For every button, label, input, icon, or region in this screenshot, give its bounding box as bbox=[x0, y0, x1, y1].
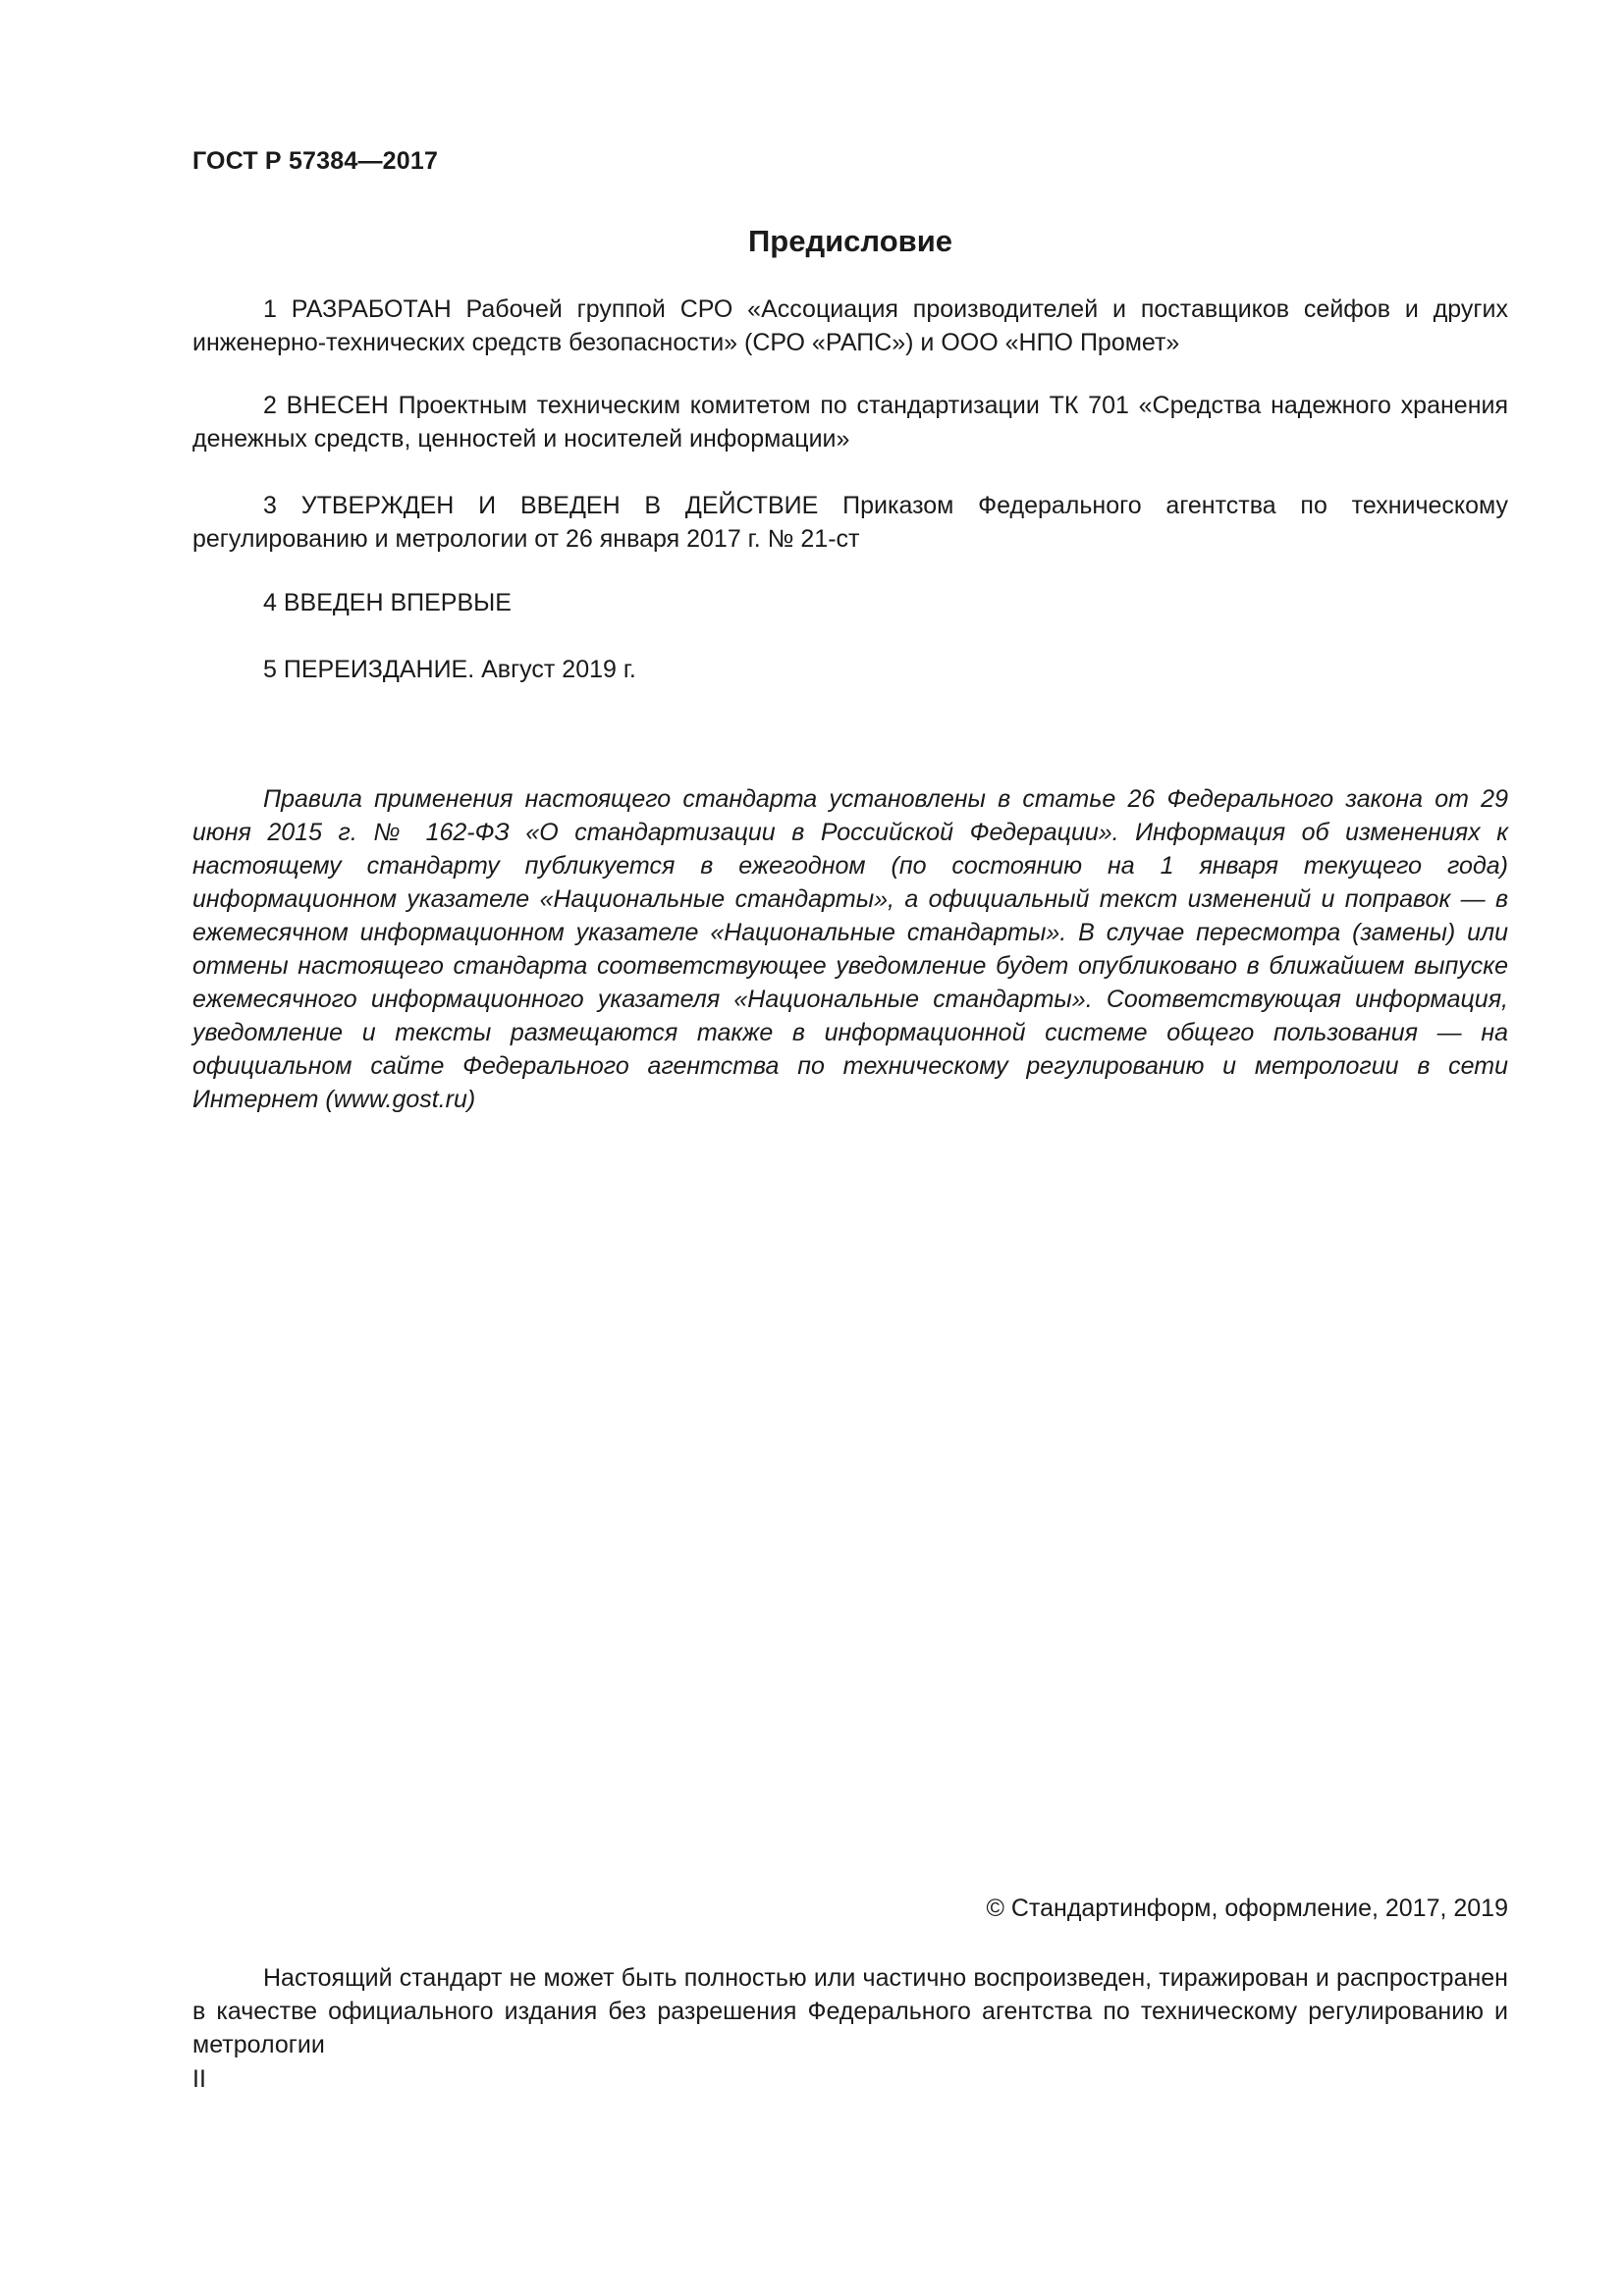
foreword-item-5: 5 ПЕРЕИЗДАНИЕ. Август 2019 г. bbox=[263, 656, 636, 683]
application-rules-paragraph: Правила применения настоящего стандарта установлены в статье 26 Федерального закона от 29 июня 2015 г. № 162-ФЗ «О стандартизации в Российской Федерации». Информация об изменениях к настоящему стандарту публикуется в ежегодном (по состоянию на 1 января текущего года) информационном указателе «Национальные стандарты», а официальный текст изменений и поправок — в ежемесячном информационном указателе «Национальные стандарты». В случае пересмотра (замены) или отмены настоящего стандарта соответствующее уведомление будет опубликовано в ближайшем выпуске ежемесячного информационного указателя «Национальные стандарты». Соответствующая информация, уведомление и тексты размещаются также в информационной системе общего пользования — на официальном сайте Федерального агентства по техническому регулированию и метрологии в сети Интернет (www.gost.ru) bbox=[192, 785, 1508, 1113]
foreword-item-4: 4 ВВЕДЕН ВПЕРВЫЕ bbox=[263, 589, 512, 616]
page-number: II bbox=[192, 2065, 206, 2093]
reproduction-notice: Настоящий стандарт не может быть полностью или частично воспроизведен, тиражирован и распространен в качестве официального издания без разрешения Федерального агентства по техническому регулированию и метрологии bbox=[192, 1964, 1508, 2058]
foreword-item-1: 1 РАЗРАБОТАН Рабочей группой СРО «Ассоциация производителей и поставщиков сейфов и других инженерно-технических средств безопасности» (СРО «РАПС») и ООО «НПО Промет» bbox=[192, 295, 1508, 356]
foreword-item-2: 2 ВНЕСЕН Проектным техническим комитетом по стандартизации ТК 701 «Средства надежного хранения денежных средств, ценностей и носителей информации» bbox=[192, 392, 1508, 453]
copyright-line: © Стандартинформ, оформление, 2017, 2019 bbox=[986, 1895, 1508, 1922]
section-title: Предисловие bbox=[747, 224, 952, 258]
document-code: ГОСТ Р 57384—2017 bbox=[192, 147, 439, 175]
foreword-item-3: 3 УТВЕРЖДЕН И ВВЕДЕН В ДЕЙСТВИЕ Приказом Федерального агентства по техническому регулированию и метрологии от 26 января 2017 г. № 21-ст bbox=[192, 492, 1508, 553]
